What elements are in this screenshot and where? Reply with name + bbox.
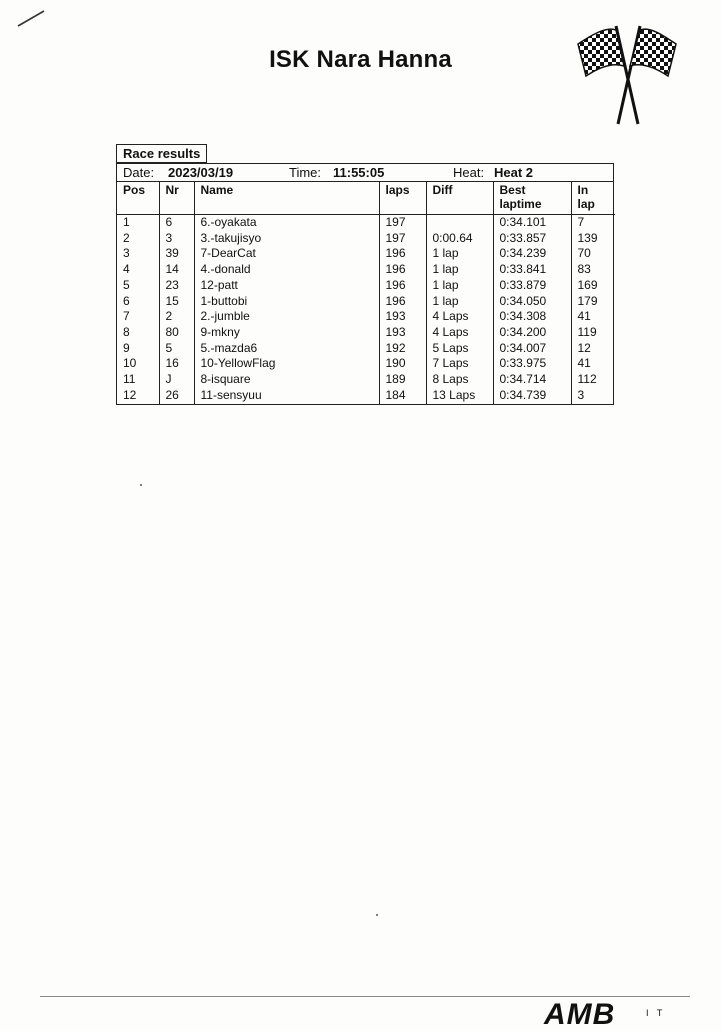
cell-nr: 26: [159, 388, 194, 405]
cell-diff: 5 Laps: [426, 341, 493, 357]
date-label: Date:: [123, 165, 155, 180]
cell-nr: 3: [159, 231, 194, 247]
cell-inlap: 41: [571, 309, 615, 325]
cell-name: 9-mkny: [194, 325, 379, 341]
cell-best: 0:34.007: [493, 341, 571, 357]
col-name-header: Name: [194, 182, 379, 215]
cell-nr: 80: [159, 325, 194, 341]
cell-best: 0:33.857: [493, 231, 571, 247]
cell-inlap: 70: [571, 246, 615, 262]
cell-nr: J: [159, 372, 194, 388]
pen-mark-icon: [16, 8, 46, 28]
cell-laps: 193: [379, 309, 426, 325]
col-diff-header: Diff: [426, 182, 493, 215]
race-results-table: [116, 163, 614, 405]
cell-nr: 16: [159, 356, 194, 372]
cell-pos: 4: [123, 262, 130, 277]
table-row: [117, 262, 615, 278]
cell-pos: 10: [123, 356, 137, 371]
amb-logo-suffix: I T: [646, 1008, 666, 1018]
cell-laps: 193: [379, 325, 426, 341]
table-row: [117, 309, 615, 325]
cell-name: 10-YellowFlag: [194, 356, 379, 372]
cell-pos: 7: [123, 309, 130, 324]
cell-name: 3.-takujisyo: [194, 231, 379, 247]
cell-diff: 13 Laps: [426, 388, 493, 405]
cell-diff: 7 Laps: [426, 356, 493, 372]
cell-pos: 6: [123, 293, 130, 308]
cell-best: 0:34.101: [493, 215, 571, 231]
time-label: Time:: [289, 165, 322, 180]
table-row: [117, 278, 615, 294]
date-value: 2023/03/19: [168, 165, 234, 180]
cell-name: 11-sensyuu: [194, 388, 379, 405]
cell-pos: 8: [123, 324, 130, 339]
cell-best: 0:34.050: [493, 294, 571, 310]
cell-laps: 196: [379, 294, 426, 310]
cell-nr: 5: [159, 341, 194, 357]
time-value: 11:55:05: [333, 165, 385, 180]
cell-inlap: 12: [571, 341, 615, 357]
table-row: [117, 325, 615, 341]
cell-best: 0:34.308: [493, 309, 571, 325]
cell-name: 7-DearCat: [194, 246, 379, 262]
cell-best: 0:33.879: [493, 278, 571, 294]
page-title: ISK Nara Hanna: [269, 46, 452, 73]
cell-best: 0:33.975: [493, 356, 571, 372]
cell-laps: 190: [379, 356, 426, 372]
heat-label: Heat:: [453, 165, 485, 180]
cell-inlap: 169: [571, 278, 615, 294]
cell-inlap: 83: [571, 262, 615, 278]
table-row: [117, 231, 615, 247]
cell-laps: 192: [379, 341, 426, 357]
col-nr-header: Nr: [159, 182, 194, 215]
cell-pos: 11: [123, 372, 136, 387]
col-in-lap-header: In lap: [571, 182, 615, 215]
cell-name: 1-buttobi: [194, 294, 379, 310]
cell-inlap: 7: [571, 215, 615, 231]
cell-laps: 196: [379, 246, 426, 262]
cell-laps: 196: [379, 278, 426, 294]
cell-best: 0:33.841: [493, 262, 571, 278]
table-row: [117, 294, 615, 310]
table-row: [117, 215, 615, 231]
cell-inlap: 3: [571, 388, 615, 405]
cell-best: 0:34.200: [493, 325, 571, 341]
table-row: [117, 341, 615, 357]
cell-pos: 5: [123, 277, 130, 292]
col-best-laptime-header: Best laptime: [493, 182, 571, 215]
amb-logo: AMB: [544, 998, 616, 1031]
cell-pos: 12: [123, 387, 137, 402]
table-row: [117, 356, 615, 372]
results-grid: [117, 182, 615, 404]
cell-laps: 184: [379, 388, 426, 405]
cell-diff: 1 lap: [426, 278, 493, 294]
cell-nr: 6: [159, 215, 194, 231]
footer-rule: [40, 996, 690, 997]
cell-diff: 0:00.64: [426, 231, 493, 247]
cell-name: 2.-jumble: [194, 309, 379, 325]
checkered-flags-icon: [576, 22, 678, 128]
cell-diff: 8 Laps: [426, 372, 493, 388]
cell-diff: 1 lap: [426, 262, 493, 278]
cell-diff: [426, 215, 493, 231]
cell-pos: 9: [123, 340, 130, 355]
table-header-row: [117, 182, 615, 215]
heat-value: Heat 2: [494, 165, 534, 180]
col-pos-header: Pos: [117, 182, 159, 215]
cell-nr: 14: [159, 262, 194, 278]
cell-name: 12-patt: [194, 278, 379, 294]
cell-inlap: 112: [571, 372, 615, 388]
cell-laps: 197: [379, 231, 426, 247]
cell-best: 0:34.714: [493, 372, 571, 388]
table-row: [117, 372, 615, 388]
cell-inlap: 139: [571, 231, 615, 247]
cell-name: 4.-donald: [194, 262, 379, 278]
cell-name: 5.-mazda6: [194, 341, 379, 357]
cell-pos: 2: [123, 230, 130, 245]
cell-nr: 23: [159, 278, 194, 294]
table-row: [117, 246, 615, 262]
cell-laps: 196: [379, 262, 426, 278]
cell-laps: 197: [379, 215, 426, 231]
cell-diff: 4 Laps: [426, 309, 493, 325]
cell-diff: 4 Laps: [426, 325, 493, 341]
cell-inlap: 179: [571, 294, 615, 310]
table-row: [117, 388, 615, 405]
race-meta-row: [117, 164, 613, 182]
cell-name: 8-isquare: [194, 372, 379, 388]
race-results-label: Race results: [116, 144, 207, 163]
cell-inlap: 119: [571, 325, 615, 341]
cell-diff: 1 lap: [426, 294, 493, 310]
cell-pos: 1: [123, 215, 130, 229]
scan-speck: [376, 914, 378, 916]
cell-best: 0:34.739: [493, 388, 571, 405]
cell-nr: 39: [159, 246, 194, 262]
cell-pos: 3: [123, 246, 130, 261]
cell-diff: 1 lap: [426, 246, 493, 262]
cell-name: 6.-oyakata: [194, 215, 379, 231]
cell-nr: 15: [159, 294, 194, 310]
cell-best: 0:34.239: [493, 246, 571, 262]
cell-nr: 2: [159, 309, 194, 325]
cell-laps: 189: [379, 372, 426, 388]
cell-inlap: 41: [571, 356, 615, 372]
col-laps-header: laps: [379, 182, 426, 215]
scan-speck: [140, 484, 142, 486]
